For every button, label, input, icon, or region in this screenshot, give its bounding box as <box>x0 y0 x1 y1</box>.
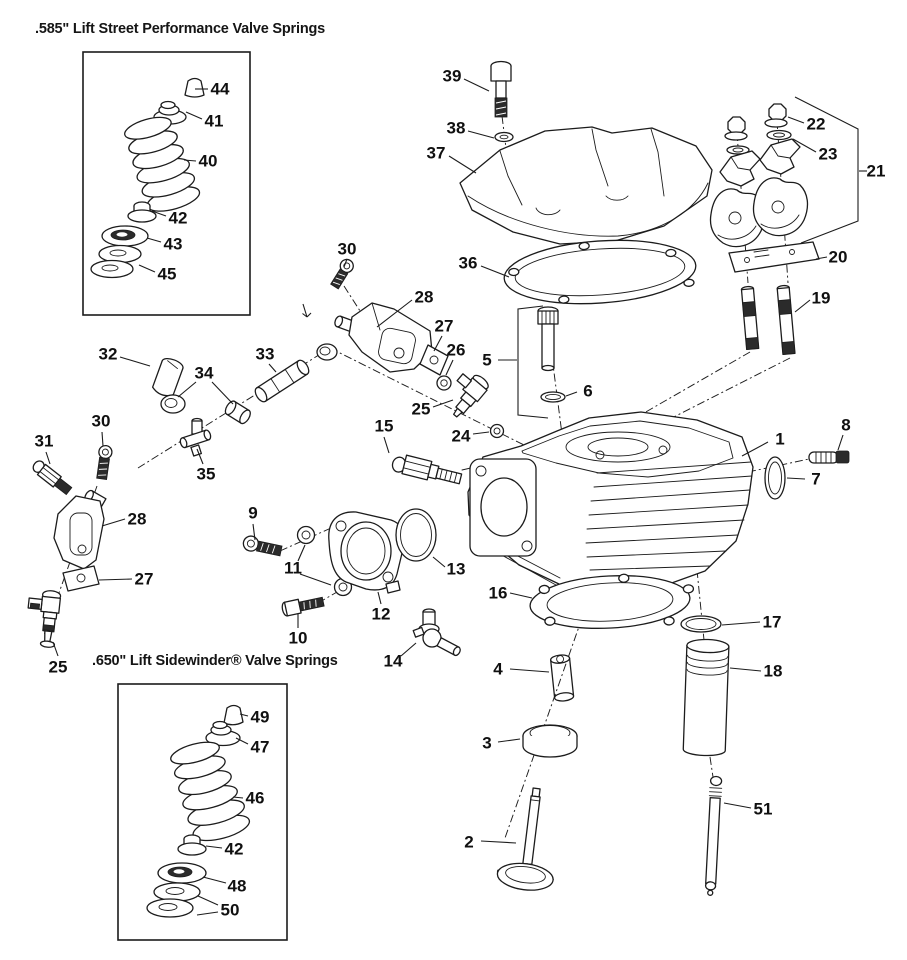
callout-label-8-25: 8 <box>841 415 851 435</box>
callout-leader-7-26-0 <box>787 478 805 479</box>
callout-leader-24-20-0 <box>473 432 489 434</box>
part-oring-24 <box>491 425 504 438</box>
callout-label-3-35: 3 <box>482 733 492 753</box>
callout-leader-45-5-0 <box>139 265 155 272</box>
callout-label-17-37: 17 <box>762 612 782 632</box>
part-spring-seat-43 <box>102 226 148 246</box>
part-screw-washer-38 <box>495 133 513 142</box>
callout-label-51-39: 51 <box>753 799 773 819</box>
callout-label-42-52: 42 <box>224 839 244 859</box>
callout-label-20-13: 20 <box>828 247 848 267</box>
callout-label-23-11: 23 <box>818 144 838 164</box>
callout-label-33-44: 33 <box>255 344 275 364</box>
part-flange-washer-11a <box>298 527 315 544</box>
callout-label-41-1: 41 <box>204 111 224 131</box>
callout-label-43-4: 43 <box>163 234 183 254</box>
callout-label-45-5: 45 <box>157 264 177 284</box>
callout-label-1-24: 1 <box>775 429 785 449</box>
part-valve-spring-46 <box>169 735 252 846</box>
callout-label-12-29: 12 <box>371 604 391 624</box>
callout-label-9-27: 9 <box>248 503 258 523</box>
callout-label-4-34: 4 <box>493 659 503 679</box>
part-cover-screw-39 <box>491 62 511 118</box>
part-tappet-cuff-5 <box>538 307 558 371</box>
part-pushrod-51 <box>704 776 722 895</box>
callout-leader-51-39-0 <box>724 803 751 808</box>
callout-label-21-12: 21 <box>866 161 886 181</box>
callout-leader-25-48-0 <box>53 642 58 656</box>
part-valve-spring-40 <box>122 111 202 217</box>
callout-label-15-23: 15 <box>374 416 394 436</box>
callout-label-7-26: 7 <box>811 469 821 489</box>
sidewinder-springs-title: .650" Lift Sidewinder® Valve Springs <box>92 653 338 669</box>
callout-leader-34-43-1 <box>212 382 233 404</box>
callout-label-13-30: 13 <box>446 559 466 579</box>
callout-label-26-18: 26 <box>446 340 466 360</box>
part-rocker-nut-left <box>725 117 749 154</box>
part-oring-17 <box>681 616 721 632</box>
callout-leader-22-10-0 <box>788 117 804 123</box>
part-rocker-washer-23 <box>767 131 791 140</box>
callout-leader-15-23-0 <box>384 437 389 453</box>
callout-label-24-20: 24 <box>451 426 471 446</box>
callout-label-42-3: 42 <box>168 208 188 228</box>
callout-leader-8-25-0 <box>838 435 843 450</box>
callout-leader-38-7-0 <box>468 131 494 138</box>
part-breather-fitting-14 <box>413 609 461 657</box>
callout-leader-19-14-0 <box>795 300 810 312</box>
callout-leader-50-54-1 <box>197 912 218 915</box>
callout-label-19-14: 19 <box>811 288 831 308</box>
callout-leader-2-36-0 <box>481 841 516 843</box>
callout-label-6-22: 6 <box>583 381 593 401</box>
callout-label-25-48: 25 <box>48 657 68 677</box>
street-springs-title: .585" Lift Street Performance Valve Springs <box>35 21 326 37</box>
callout-leader-13-30-0 <box>433 557 445 567</box>
callout-label-27-17: 27 <box>434 316 454 336</box>
part-sensor-31 <box>30 459 73 496</box>
callout-label-30-15: 30 <box>337 239 357 259</box>
part-rocker-arm-right <box>754 178 808 236</box>
part-injector-bracket-28-left <box>54 489 106 569</box>
callout-leader-36-9-0 <box>481 266 509 277</box>
part-spacer-34b <box>223 399 252 425</box>
part-spring-shims-50 <box>147 883 200 917</box>
callout-leader-43-4-0 <box>147 238 161 242</box>
callout-label-16-33: 16 <box>488 583 508 603</box>
part-flange-bolt-9 <box>242 535 283 558</box>
part-spring-seat-48 <box>158 863 206 883</box>
callout-leader-6-22-0 <box>566 392 577 396</box>
callout-leader-14-32-0 <box>401 643 416 656</box>
callout-label-35-45: 35 <box>196 464 216 484</box>
callout-label-10-31: 10 <box>288 628 308 648</box>
part-tappet-cover-18 <box>683 639 729 756</box>
callout-leader-46-51-0 <box>233 797 243 798</box>
callout-label-39-6: 39 <box>442 66 462 86</box>
callout-leader-33-44-0 <box>269 364 276 372</box>
part-valve-keeper-44 <box>185 79 204 98</box>
callout-leader-39-6-0 <box>464 79 489 91</box>
part-valve-2 <box>496 785 564 893</box>
callout-leader-41-1-0 <box>186 112 202 119</box>
callout-label-27-47: 27 <box>134 569 154 589</box>
callout-label-47-50: 47 <box>250 737 270 757</box>
callout-label-18-38: 18 <box>763 661 783 681</box>
callout-label-40-2: 40 <box>198 151 218 171</box>
callout-label-50-54: 50 <box>220 900 240 920</box>
callout-label-32-42: 32 <box>98 344 118 364</box>
callout-leader-27-47-0 <box>99 579 132 580</box>
part-oring-6 <box>541 392 565 402</box>
callout-label-11-28: 11 <box>284 558 302 578</box>
callout-leader-18-38-0 <box>730 668 761 671</box>
part-banjo-bolt-30-top <box>329 257 356 290</box>
callout-leader-12-29-0 <box>378 592 381 604</box>
part-oring-26 <box>437 376 451 390</box>
callout-label-48-53: 48 <box>227 876 247 896</box>
callout-leader-11-28-1 <box>300 574 331 585</box>
part-rocker-cover-37 <box>460 127 712 244</box>
part-rocker-support-right <box>760 139 800 174</box>
bracket-21 <box>795 97 858 243</box>
part-oring-7 <box>765 457 785 499</box>
part-tee-fitting-35 <box>179 419 212 456</box>
part-intake-seal-13 <box>396 509 436 561</box>
part-cylinder-head-1 <box>468 412 753 592</box>
callout-label-28-16: 28 <box>414 287 434 307</box>
callout-leader-32-42-0 <box>120 357 150 366</box>
callout-label-37-8: 37 <box>426 143 446 163</box>
callout-label-25-19: 25 <box>411 399 431 419</box>
callout-label-31-40: 31 <box>34 431 54 451</box>
callout-leader-48-53-0 <box>203 877 226 883</box>
callout-leader-31-40-0 <box>46 452 50 464</box>
part-bracket-plate-27-left <box>63 566 99 591</box>
part-flange-bolt-10 <box>281 594 325 616</box>
part-head-studs-19 <box>741 285 795 354</box>
part-fuel-injector-25-left <box>24 589 61 648</box>
callout-label-22-10: 22 <box>806 114 826 134</box>
callout-leader-4-34-0 <box>510 669 549 672</box>
part-sensor-32 <box>151 356 184 398</box>
direction-arrow <box>303 304 312 317</box>
part-fuel-rail-tube-33 <box>253 358 311 404</box>
callout-leader-26-18-0 <box>446 360 453 375</box>
callout-label-34-43: 34 <box>194 363 214 383</box>
callout-label-2-36: 2 <box>464 832 474 852</box>
part-spacer-ring-34a <box>161 395 185 413</box>
part-valve-keeper-49 <box>224 706 243 725</box>
callout-label-49-49: 49 <box>250 707 270 727</box>
callout-leader-3-35-0 <box>498 739 520 742</box>
callout-leader-37-8-0 <box>449 156 476 173</box>
part-valve-seat-3 <box>523 725 577 757</box>
callout-leader-17-37-0 <box>722 622 760 625</box>
callout-leader-28-46-0 <box>102 519 125 526</box>
callout-label-30-41: 30 <box>91 411 111 431</box>
callout-label-46-51: 46 <box>245 788 265 808</box>
callout-leader-34-43-0 <box>178 382 196 397</box>
part-fuel-injector-25-top <box>439 366 491 420</box>
callout-leader-50-54-0 <box>198 896 218 905</box>
part-banjo-bolt-30-left <box>95 445 113 480</box>
part-injector-bracket-28-top <box>334 303 432 372</box>
part-mid-spacer-ring <box>317 344 337 360</box>
part-rocker-nut-22 <box>765 104 787 127</box>
callout-leader-30-41-0 <box>102 432 103 446</box>
callout-label-5-21: 5 <box>482 350 492 370</box>
part-spring-shims-45 <box>91 246 141 278</box>
part-valve-guide-4 <box>550 654 574 702</box>
callout-leader-16-33-0 <box>510 593 532 598</box>
callout-label-36-9: 36 <box>458 253 478 273</box>
callout-label-28-46: 28 <box>127 509 147 529</box>
part-cover-gasket-36 <box>502 234 698 309</box>
callout-label-38-7: 38 <box>446 118 466 138</box>
callout-label-44-0: 44 <box>210 79 230 99</box>
callout-leader-42-52-0 <box>206 846 222 848</box>
part-dowel-stud-8 <box>809 451 849 463</box>
callout-label-14-32: 14 <box>383 651 403 671</box>
callout-leader-27-17-0 <box>434 336 442 351</box>
part-rocker-support-left <box>720 151 760 186</box>
